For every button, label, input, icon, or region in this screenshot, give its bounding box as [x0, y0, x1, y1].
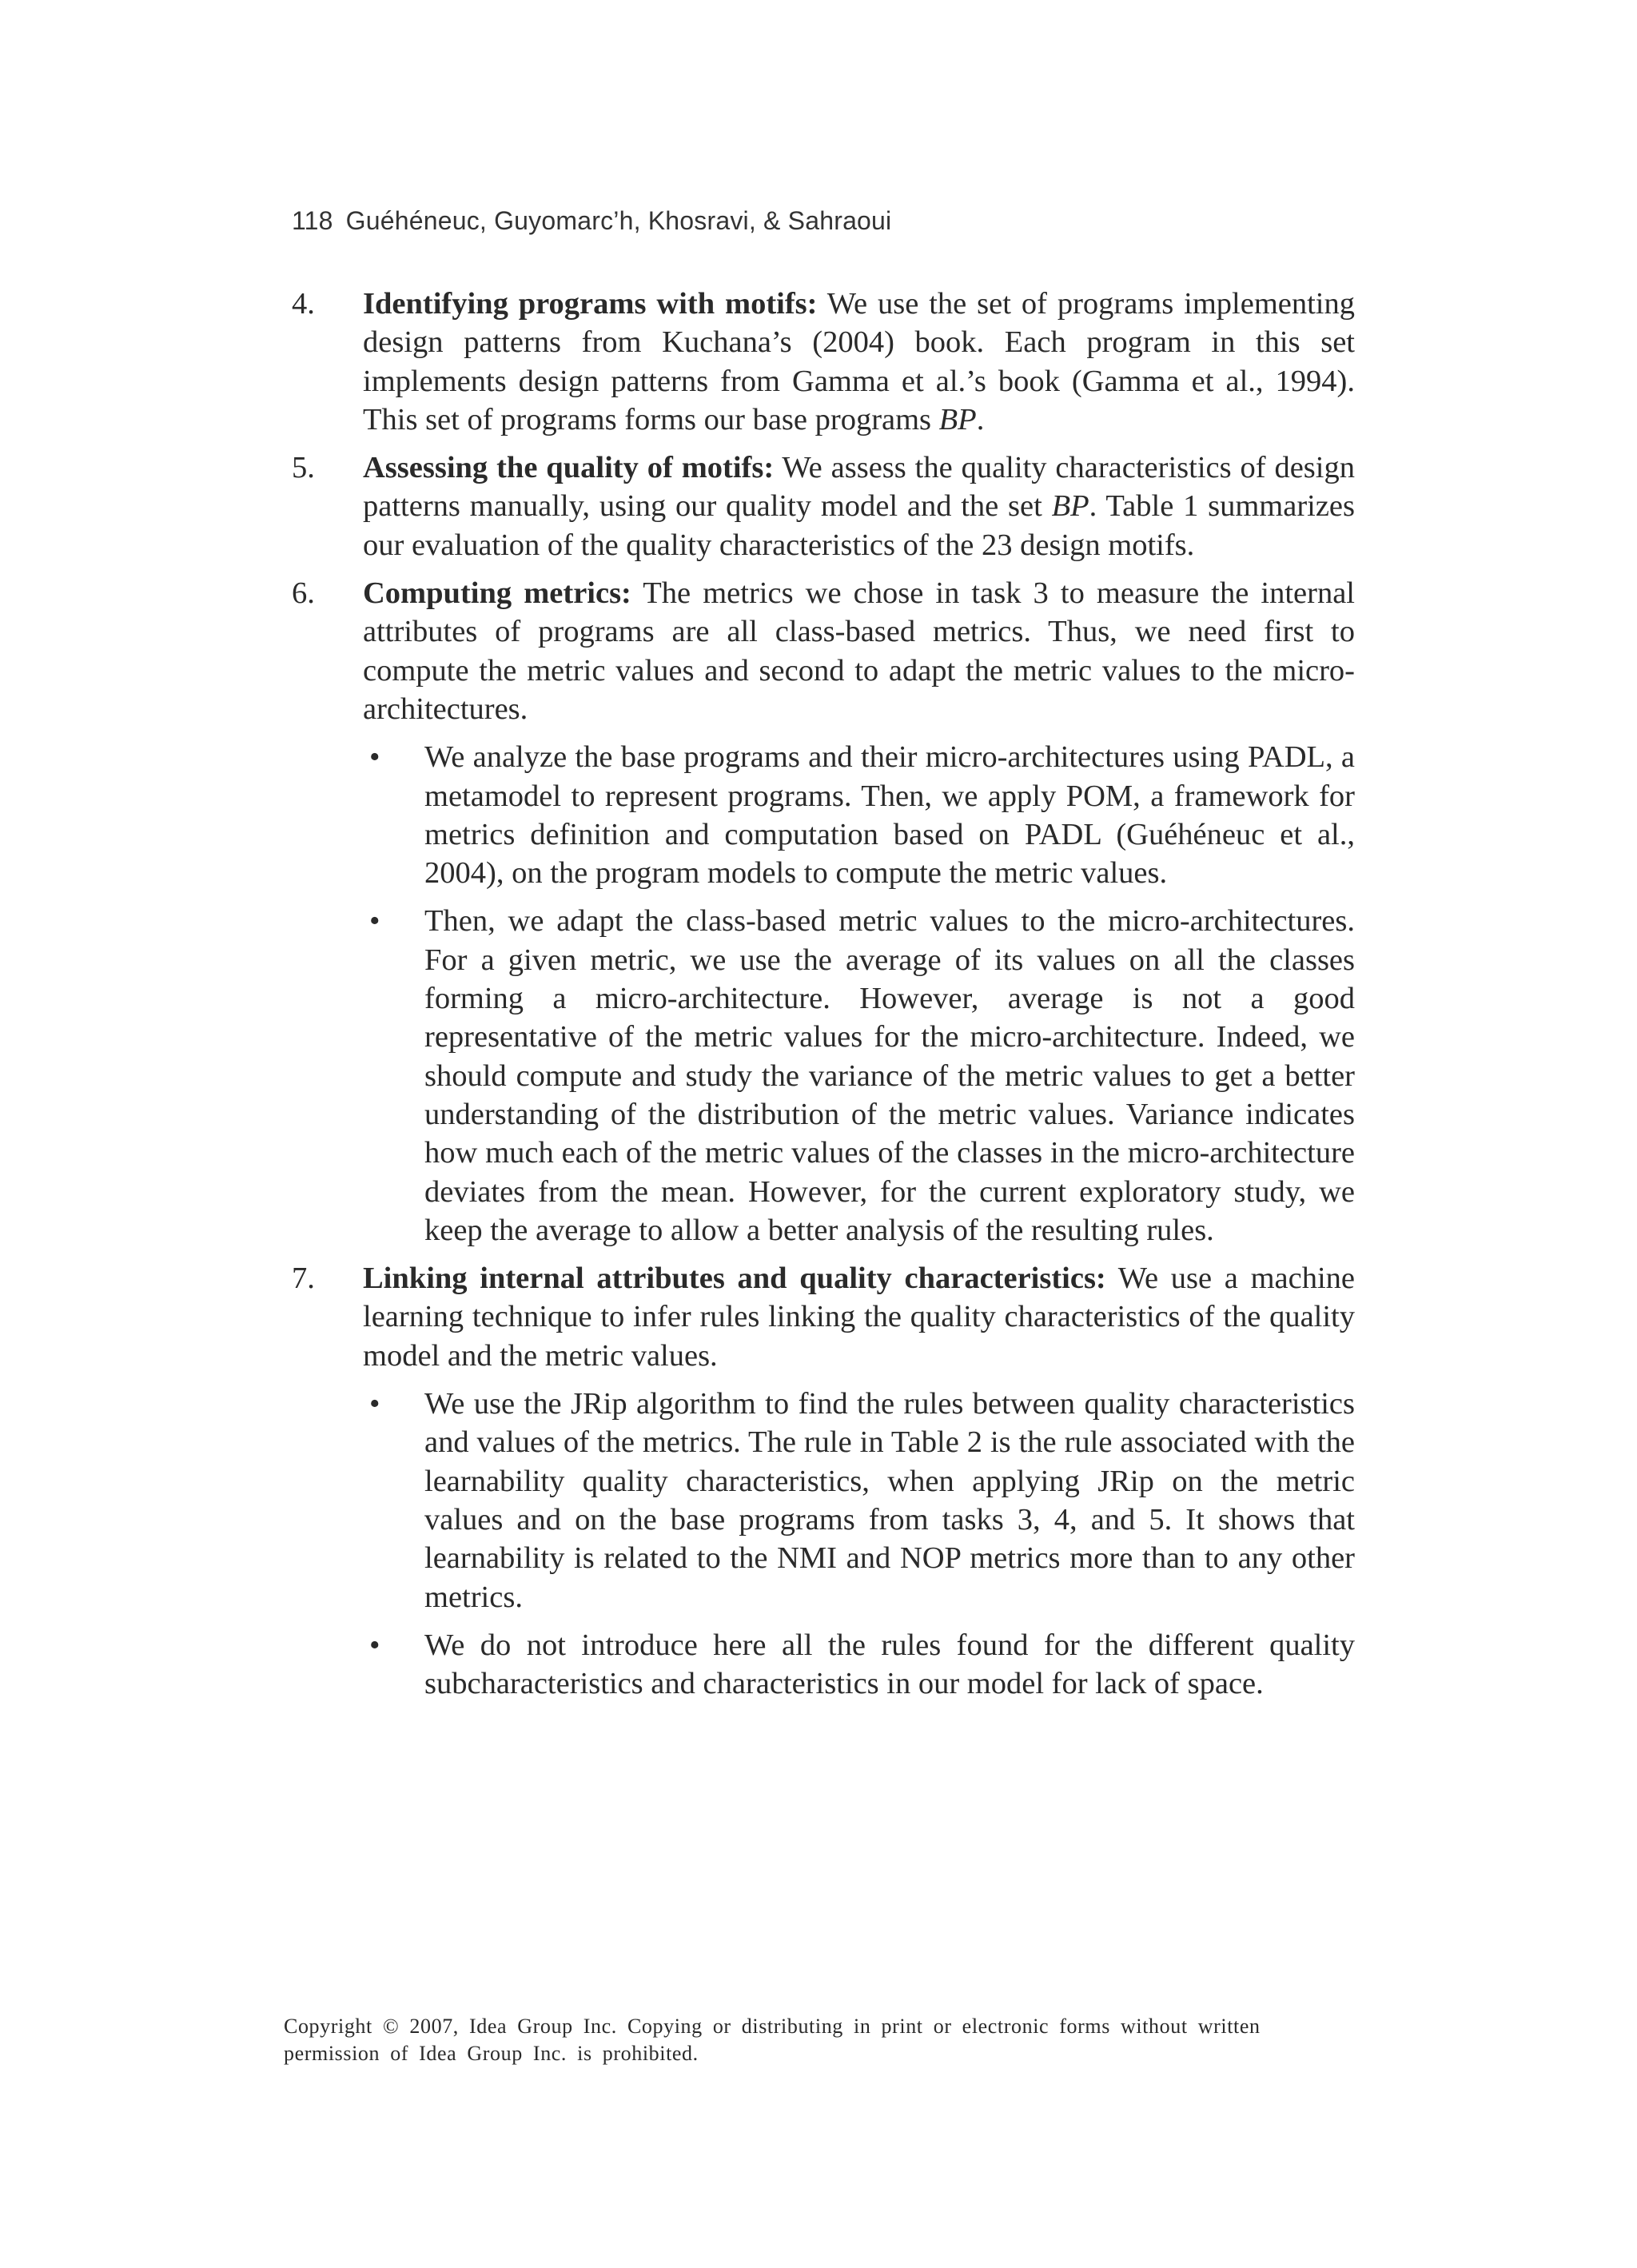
item-emphasis: BP: [938, 402, 977, 436]
item-number: 6.: [292, 576, 315, 611]
item-text-end: .: [976, 402, 985, 436]
page-number: 118: [292, 206, 333, 235]
list-item-4: [292, 285, 1355, 439]
running-head: [292, 206, 891, 236]
bullet-text: We do not introduce here all the rules found for the different quality subcharacteristics and characteristics in our model for lack of space.: [424, 1628, 1355, 1701]
item-text: We use the set of programs implementing design patterns from Kuchana’s (2004) book. Each program in this set implements design patterns from Gamma et al.’s book (Gamma et al., 1994). This set of programs forms our base programs: [363, 287, 1355, 436]
item-title: Identifying programs with motifs:: [363, 287, 818, 321]
copyright-notice: [284, 2013, 1331, 2067]
list-item-5: [292, 448, 1355, 564]
bullet-list: [363, 738, 1355, 1250]
item-number: 7.: [292, 1262, 315, 1296]
item-title: Linking internal attributes and quality characteristics:: [363, 1262, 1106, 1296]
bullet-list: [363, 1385, 1355, 1703]
bullet-item: [363, 1626, 1355, 1704]
bullet-item: [363, 738, 1355, 892]
bullet-text: We use the JRip algorithm to find the rules between quality characteristics and values of the metrics. The rule in Table 2 is the rule associated with the learnability quality characteristics, when applying JRip on the metric values and on the base programs from tasks 3, 4, and 5. It shows that learnability is related to the NMI and NOP metrics more than to any other metrics.: [424, 1387, 1355, 1614]
item-text-end: . Table 1 summarizes our evaluation of the quality characteristics of the 23 design motifs.: [363, 489, 1356, 562]
bullet-marker: •: [369, 904, 380, 939]
bullet-marker: •: [369, 1628, 380, 1662]
bullet-marker: •: [369, 740, 380, 775]
bullet-item: [363, 1385, 1355, 1616]
running-head-authors: Guéhéneuc, Guyomarc’h, Khosravi, & Sahraoui: [345, 206, 892, 235]
list-item-7: [292, 1259, 1355, 1703]
item-number: 4.: [292, 287, 315, 321]
copyright-line-2: permission of Idea Group Inc. is prohibited.: [284, 2042, 699, 2065]
item-text: The metrics we chose in task 3 to measure the internal attributes of programs are all class-based metrics. Thus, we need first to compute the metric values and second to adapt the metric values to the micro-architectures.: [363, 576, 1355, 726]
item-text: We use a machine learning technique to infer rules linking the quality characteristics of the quality model and the metric values.: [363, 1262, 1355, 1373]
bullet-marker: •: [369, 1387, 380, 1421]
bullet-text: We analyze the base programs and their micro-architectures using PADL, a metamodel to represent programs. Then, we apply POM, a framework for metrics definition and computation based on PADL (Guéhéneuc et al., 2004), on the program models to compute the metric values.: [424, 740, 1355, 891]
body-text: [292, 285, 1355, 1712]
bullet-item: [363, 902, 1355, 1250]
list-item-6: [292, 574, 1355, 1250]
item-number: 5.: [292, 451, 315, 485]
item-title: Assessing the quality of motifs:: [363, 451, 775, 485]
item-emphasis: BP: [1051, 489, 1089, 524]
item-text: We assess the quality characteristics of design patterns manually, using our quality model and the set: [363, 451, 1355, 524]
copyright-line-1: Copyright © 2007, Idea Group Inc. Copying or distributing in print or electronic forms without written: [284, 2015, 1261, 2038]
bullet-text: Then, we adapt the class-based metric values to the micro-architectures. For a given metric, we use the average of its values on all the classes forming a micro-architecture. However, average is not a good representative of the metric values for the micro-architecture. Indeed, we should compute and study the variance of the metric values to get a better understanding of the distribution of the metric values. Variance indicates how much each of the metric values of the classes in the micro-architecture deviates from the mean. However, for the current exploratory study, we keep the average to allow a better analysis of the resulting rules.: [424, 904, 1355, 1247]
item-title: Computing metrics:: [363, 576, 631, 611]
